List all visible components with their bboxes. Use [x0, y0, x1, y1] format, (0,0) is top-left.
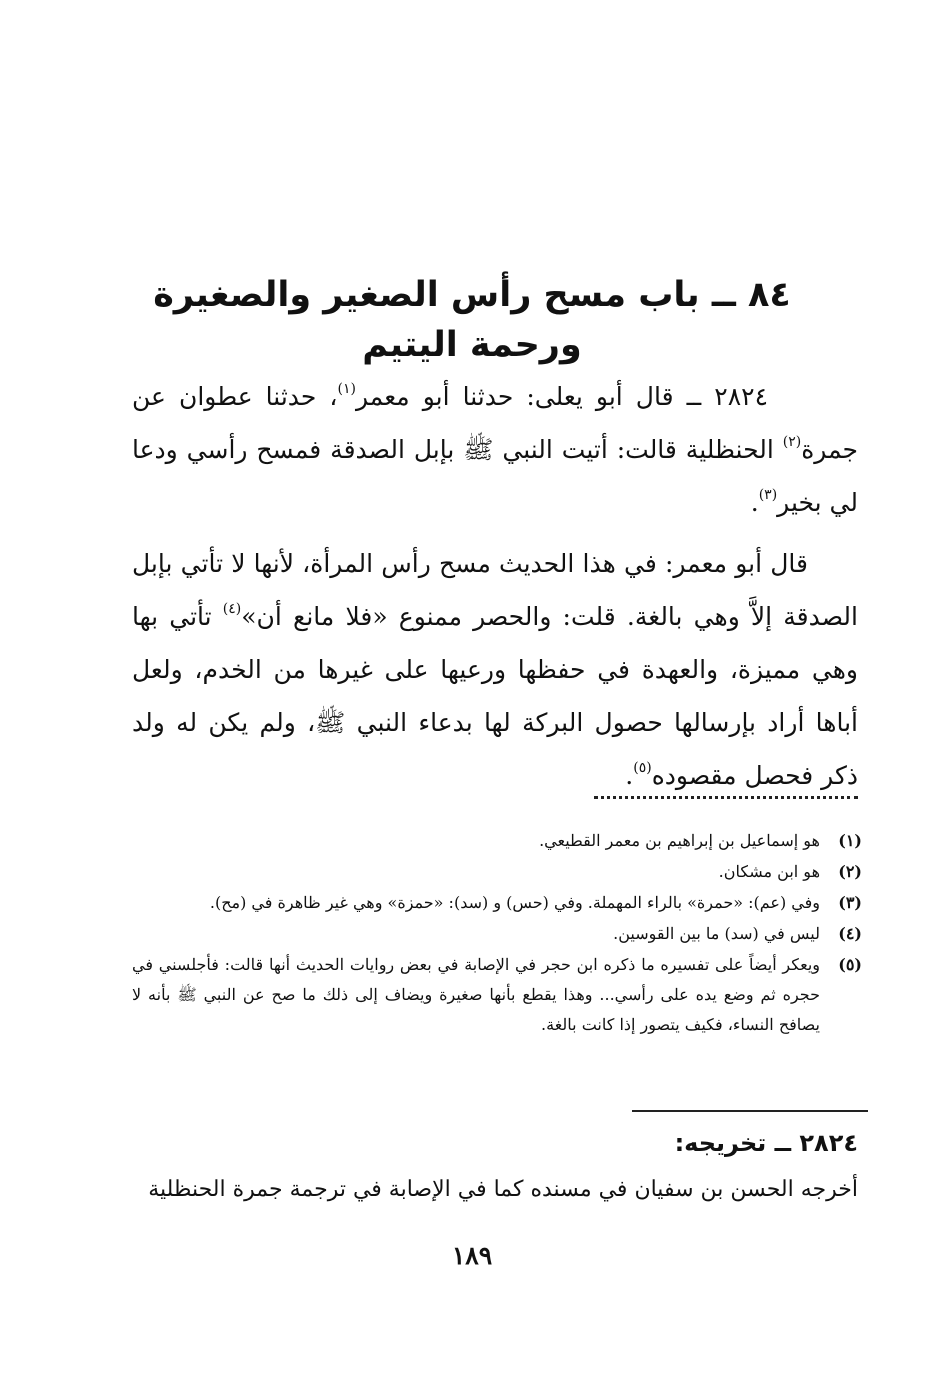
footnote-number: (٢) — [838, 862, 862, 881]
footnote-ref: (١) — [337, 381, 356, 397]
page-number: ١٨٩ — [451, 1241, 493, 1270]
footnote-ref: (٣) — [758, 487, 778, 503]
footnote — [132, 857, 862, 887]
takhrij-text: أخرجه الحسن بن سفيان في مسنده كما في الإصابة في ترجمة جمرة الحنظلية — [148, 1177, 858, 1202]
footnote-text: هو ابن مشكان. — [718, 862, 820, 881]
footnote-text: ليس في (سد) ما بين القوسين. — [613, 924, 820, 943]
footnote — [132, 919, 862, 949]
footnote-text: هو إسماعيل بن إبراهيم بن معمر القطيعي. — [539, 831, 820, 850]
footnote-ref: (٥) — [633, 760, 652, 776]
footnote-number: (١) — [838, 831, 862, 850]
hadith-text: ٢٨٢٤ ــ قال أبو يعلى: حدثنا أبو معمر$^{(١)}$، حدثنا عطوان عن جمرة$^{(٢)}$ الحنظلية قالت: أتيت النبي ﷺ بإبل الصدقة فمسح رأسي ودعا لي بخير$^{(٣)}$. — [132, 381, 858, 517]
footnotes-list — [132, 826, 862, 1041]
hadith-number: ٢٨٢٤ ــ — [686, 382, 768, 411]
footnote — [132, 888, 862, 918]
footnote-number: (٣) — [838, 893, 862, 912]
footnote-ref: (٢) — [782, 434, 802, 450]
footnote-ref: (٤) — [222, 601, 242, 617]
footnote-number: (٥) — [838, 955, 862, 974]
footnote-text: ويعكر أيضاً على تفسيره ما ذكره ابن حجر في الإصابة في بعض روايات الحديث أنها قالت: فأجلسني في حجره ثم وضع يده على رأسي... وهذا يقطع بأنها صغيرة ويضاف إلى ذلك ما صح عن النبي ﷺ بأنه لا يصافح النساء، فكيف يتصور إذا كانت بالغة. — [132, 955, 821, 1034]
chapter-title: ٨٤ ــ باب مسح رأس الصغير والصغيرة ورحمة اليتيم — [153, 275, 791, 365]
footnote — [132, 826, 862, 856]
footnote-text: وفي (عم): «حمرة» بالراء المهملة. وفي (حس) و (سد): «حمزة» وهي غير ظاهرة في (مح). — [209, 893, 820, 912]
takhrij-separator — [632, 1110, 868, 1112]
footnote-number: (٤) — [838, 924, 862, 943]
footnote — [132, 950, 862, 1040]
commentary-text: قال أبو معمر: في هذا الحديث مسح رأس المرأة، لأنها لا تأتي بإبل الصدقة إلاَّ وهي بالغة. قلت: والحصر ممنوع «فلا مانع أن»$^{(٤)}$ تأتي بها وهي مميزة، والعهدة في حفظها ورعيها على غيرها من الخدم، ولعل أباها أراد بإرسالها حصول البركة لها بدعاء النبي ﷺ، ولم يكن له ولد ذكر فحصل مقصوده$^{(٥)}$. — [132, 549, 858, 790]
takhrij-heading: ٢٨٢٤ ــ تخريجه: — [674, 1129, 858, 1157]
footnote-separator — [594, 796, 858, 799]
